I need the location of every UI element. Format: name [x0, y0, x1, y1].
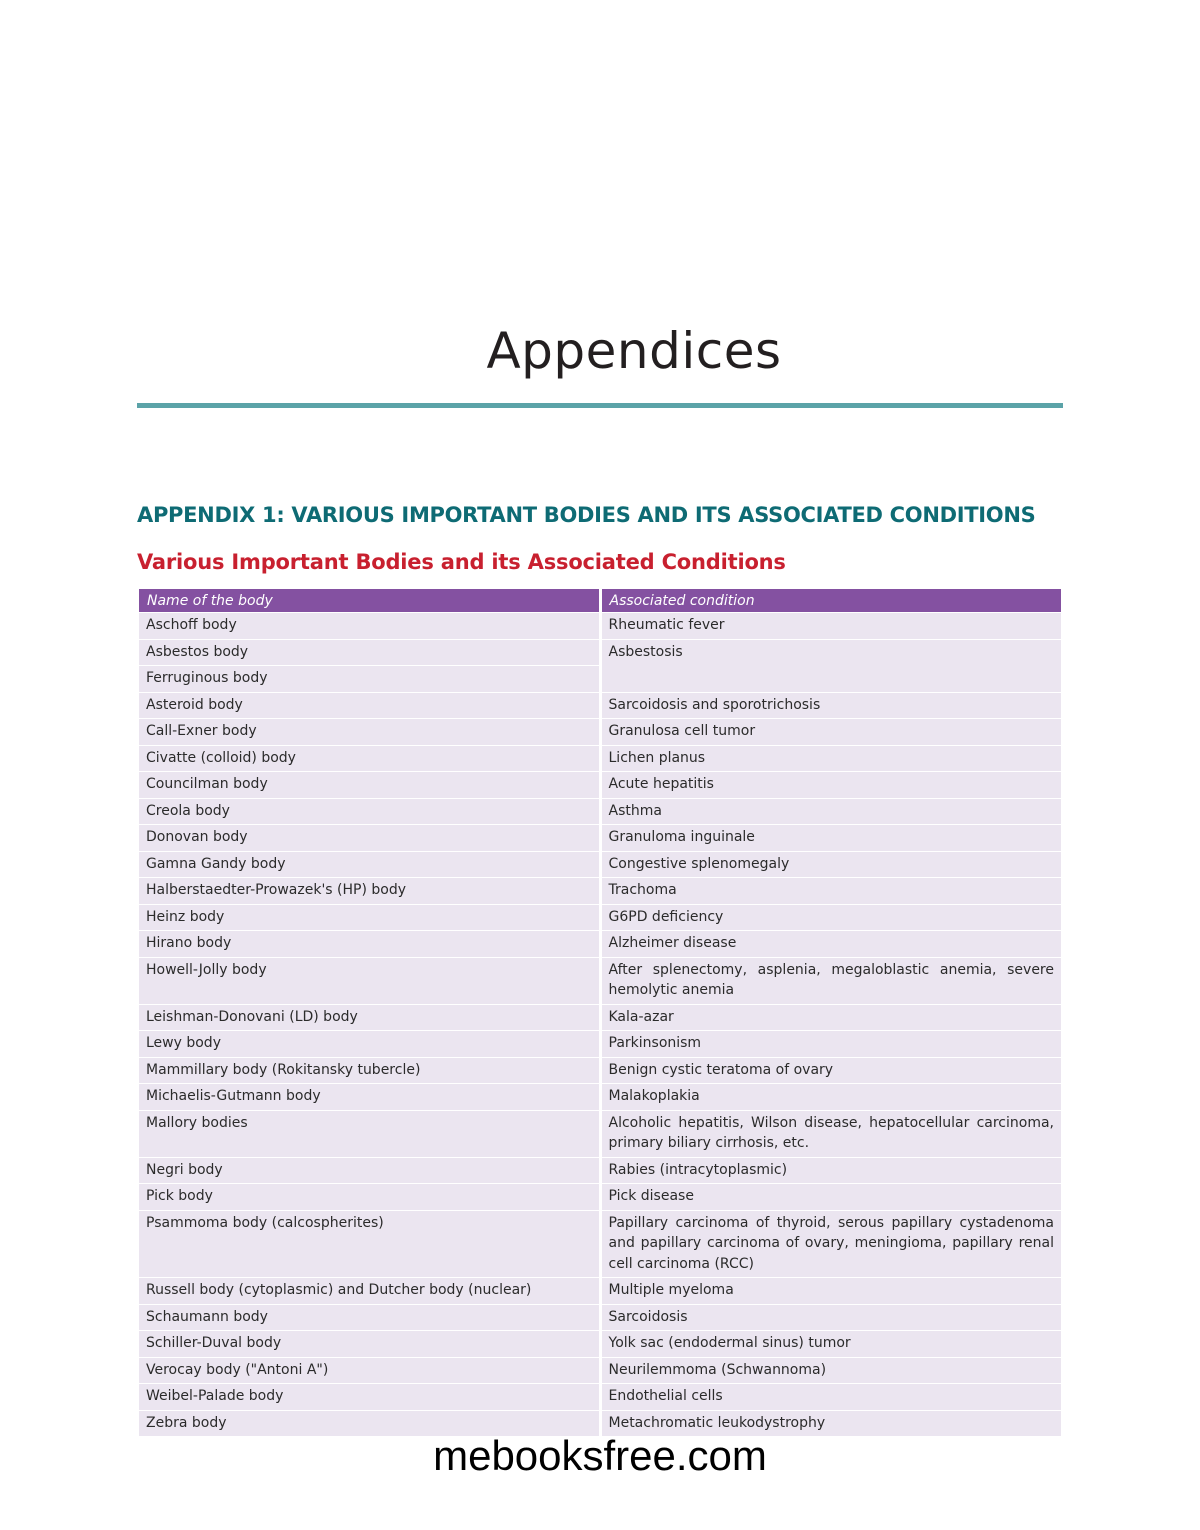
- condition-cell: Lichen planus: [602, 746, 1062, 772]
- header-body-name: Name of the body: [139, 589, 599, 612]
- condition-cell: Alzheimer disease: [602, 931, 1062, 957]
- table-header-row: [139, 589, 1061, 612]
- table-row: [139, 905, 1061, 931]
- body-name-cell: Mallory bodies: [139, 1111, 599, 1157]
- body-name-cell: Aschoff body: [139, 613, 599, 639]
- table-row: [139, 852, 1061, 878]
- body-name-cell: Councilman body: [139, 772, 599, 798]
- table-row: [139, 1278, 1061, 1304]
- watermark: mebooksfree.com: [433, 1432, 767, 1479]
- body-name-cell: Pick body: [139, 1184, 599, 1210]
- condition-cell: Acute hepatitis: [602, 772, 1062, 798]
- table-row: [139, 613, 1061, 639]
- table-row: [139, 746, 1061, 772]
- body-name-cell: Schaumann body: [139, 1305, 599, 1331]
- body-name-cell: Psammoma body (calcospherites): [139, 1211, 599, 1278]
- condition-cell: Asthma: [602, 799, 1062, 825]
- condition-cell: After splenectomy, asplenia, megaloblastic anemia, severe hemolytic anemia: [602, 958, 1062, 1004]
- condition-cell: Rheumatic fever: [602, 613, 1062, 639]
- body-name-cell: Heinz body: [139, 905, 599, 931]
- body-name-cell: Asteroid body: [139, 693, 599, 719]
- condition-cell: Parkinsonism: [602, 1031, 1062, 1057]
- table-row: [139, 1031, 1061, 1057]
- body-name-cell: Ferruginous body: [139, 666, 599, 692]
- table-title: Various Important Bodies and its Associated Conditions: [137, 550, 786, 574]
- condition-cell: Papillary carcinoma of thyroid, serous papillary cystadenoma and papillary carcinoma of ovary, meningioma, papillary renal cell carcinoma (RCC): [602, 1211, 1062, 1278]
- body-name-cell: Gamna Gandy body: [139, 852, 599, 878]
- table-row: [139, 772, 1061, 798]
- body-name-cell: Lewy body: [139, 1031, 599, 1057]
- condition-cell: Sarcoidosis and sporotrichosis: [602, 693, 1062, 719]
- table-row: [139, 825, 1061, 851]
- table-row: [139, 1111, 1061, 1157]
- table-row: [139, 640, 1061, 666]
- condition-cell: G6PD deficiency: [602, 905, 1062, 931]
- condition-cell: Asbestosis: [602, 640, 1062, 692]
- body-name-cell: Leishman-Donovani (LD) body: [139, 1005, 599, 1031]
- body-name-cell: Hirano body: [139, 931, 599, 957]
- condition-cell: Sarcoidosis: [602, 1305, 1062, 1331]
- condition-cell: Granulosa cell tumor: [602, 719, 1062, 745]
- table-row: [139, 693, 1061, 719]
- condition-cell: Yolk sac (endodermal sinus) tumor: [602, 1331, 1062, 1357]
- table-row: [139, 931, 1061, 957]
- condition-cell: Kala-azar: [602, 1005, 1062, 1031]
- condition-cell: Neurilemmoma (Schwannoma): [602, 1358, 1062, 1384]
- body-name-cell: Michaelis-Gutmann body: [139, 1084, 599, 1110]
- table-row: [139, 958, 1061, 1004]
- body-name-cell: Mammillary body (Rokitansky tubercle): [139, 1058, 599, 1084]
- title-divider: [137, 403, 1063, 408]
- table-row: [139, 719, 1061, 745]
- condition-cell: Malakoplakia: [602, 1084, 1062, 1110]
- table-row: [139, 799, 1061, 825]
- body-name-cell: Donovan body: [139, 825, 599, 851]
- body-name-cell: Verocay body ("Antoni A"): [139, 1358, 599, 1384]
- table-row: [139, 1184, 1061, 1210]
- body-name-cell: Russell body (cytoplasmic) and Dutcher body (nuclear): [139, 1278, 599, 1304]
- condition-cell: Metachromatic leukodystrophy: [602, 1411, 1062, 1437]
- table-row: [139, 1158, 1061, 1184]
- condition-cell: Benign cystic teratoma of ovary: [602, 1058, 1062, 1084]
- body-name-cell: Weibel-Palade body: [139, 1384, 599, 1410]
- condition-cell: Endothelial cells: [602, 1384, 1062, 1410]
- page-title: Appendices: [486, 322, 782, 380]
- body-name-cell: Halberstaedter-Prowazek's (HP) body: [139, 878, 599, 904]
- table-row: [139, 1358, 1061, 1384]
- body-name-cell: Schiller-Duval body: [139, 1331, 599, 1357]
- body-name-cell: Howell-Jolly body: [139, 958, 599, 1004]
- table-row: [139, 1211, 1061, 1278]
- body-name-cell: Call-Exner body: [139, 719, 599, 745]
- body-name-cell: Civatte (colloid) body: [139, 746, 599, 772]
- body-name-cell: Negri body: [139, 1158, 599, 1184]
- condition-cell: Alcoholic hepatitis, Wilson disease, hepatocellular carcinoma, primary biliary cirrhosis, etc.: [602, 1111, 1062, 1157]
- condition-cell: Trachoma: [602, 878, 1062, 904]
- bodies-table: [136, 588, 1064, 1437]
- condition-cell: Congestive splenomegaly: [602, 852, 1062, 878]
- table-row: [139, 1331, 1061, 1357]
- condition-cell: Pick disease: [602, 1184, 1062, 1210]
- table-body: [139, 613, 1061, 1436]
- table-row: [139, 878, 1061, 904]
- condition-cell: Rabies (intracytoplasmic): [602, 1158, 1062, 1184]
- table-row: [139, 1384, 1061, 1410]
- appendix-heading: APPENDIX 1: VARIOUS IMPORTANT BODIES AND ITS ASSOCIATED CONDITIONS: [137, 503, 1036, 527]
- condition-cell: Multiple myeloma: [602, 1278, 1062, 1304]
- table-row: [139, 1305, 1061, 1331]
- body-name-cell: Zebra body: [139, 1411, 599, 1437]
- body-name-cell: Asbestos body: [139, 640, 599, 666]
- table-row: [139, 1058, 1061, 1084]
- table-row: [139, 1005, 1061, 1031]
- header-condition: Associated condition: [602, 589, 1062, 612]
- condition-cell: Granuloma inguinale: [602, 825, 1062, 851]
- body-name-cell: Creola body: [139, 799, 599, 825]
- table-row: [139, 1084, 1061, 1110]
